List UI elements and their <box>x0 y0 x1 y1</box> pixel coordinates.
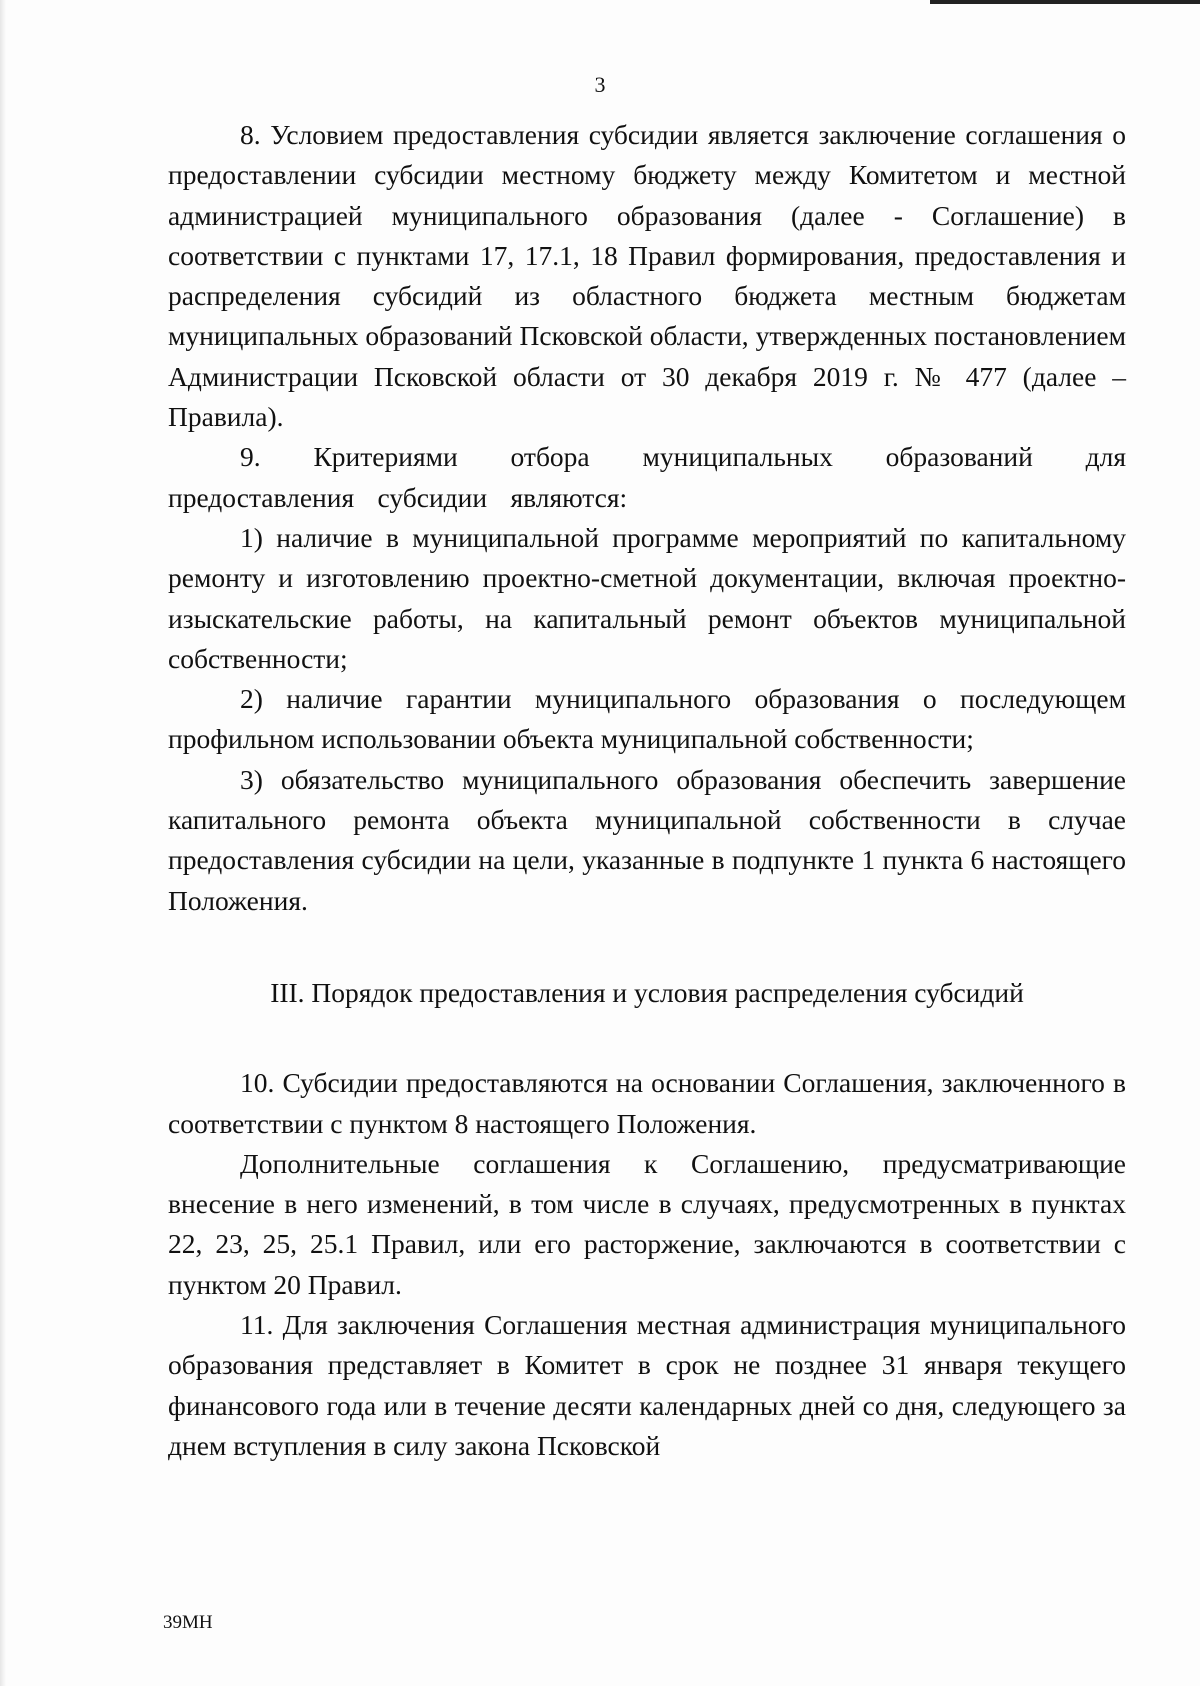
top-rule-line <box>930 0 1200 4</box>
paragraph-9: 9. Критериями отбора муниципальных образований для предоставления субсидии являются: <box>168 441 1126 513</box>
scan-edge-shadow <box>0 0 6 1686</box>
footer-code: 39МН <box>163 1612 213 1633</box>
criterion-2: 2) наличие гарантии муниципального образования о последующем профильном использовании объекта муниципальной собственности; <box>168 683 1126 755</box>
paragraph-8: 8. Условием предоставления субсидии является заключение соглашения о предоставлении субсидии местному бюджету между Комитетом и местной администрацией муниципального образования (далее - Соглашение) в соответствии с пунктами 17, 17.1, 18 Правил формирования, предоставления и распределения субсидий из областного бюджета местным бюджетам муниципальных образований Псковской области, утвержденных постановлением Администрации Псковской области от 30 декабря 2019 г. № 477 (далее – Правила). <box>168 119 1126 433</box>
section-heading: III. Порядок предоставления и условия распределения субсидий <box>270 976 1024 1008</box>
paragraph-additional-agreements: Дополнительные соглашения к Соглашению, предусматривающие внесение в него изменений, в том числе в случаях, предусмотренных в пунктах 22, 23, 25, 25.1 Правил, или его расторжение, заключаются в соответствии с пунктом 20 Правил. <box>168 1147 1126 1300</box>
document-body <box>168 115 1126 1466</box>
paragraph-11: 11. Для заключения Соглашения местная администрация муниципального образования представляет в Комитет в срок не позднее 31 января текущего финансового года или в течение десяти календарных дней со дня, следующего за днем вступления в силу закона Псковской <box>168 1309 1126 1461</box>
criterion-3: 3) обязательство муниципального образования обеспечить завершение капитального ремонта объекта муниципальной собственности в случае предоставления субсидии на цели, указанные в подпункте 1 пункта 6 настоящего Положения. <box>168 763 1126 916</box>
criterion-1: 1) наличие в муниципальной программе мероприятий по капитальному ремонту и изготовлению проектно-сметной документации, включая проектно-изыскательские работы, на капитальный ремонт объектов муниципальной собственности; <box>168 521 1126 674</box>
paragraph-10: 10. Субсидии предоставляются на основании Соглашения, заключенного в соответствии с пунктом 8 настоящего Положения. <box>168 1067 1126 1139</box>
page-number: 3 <box>594 72 606 97</box>
